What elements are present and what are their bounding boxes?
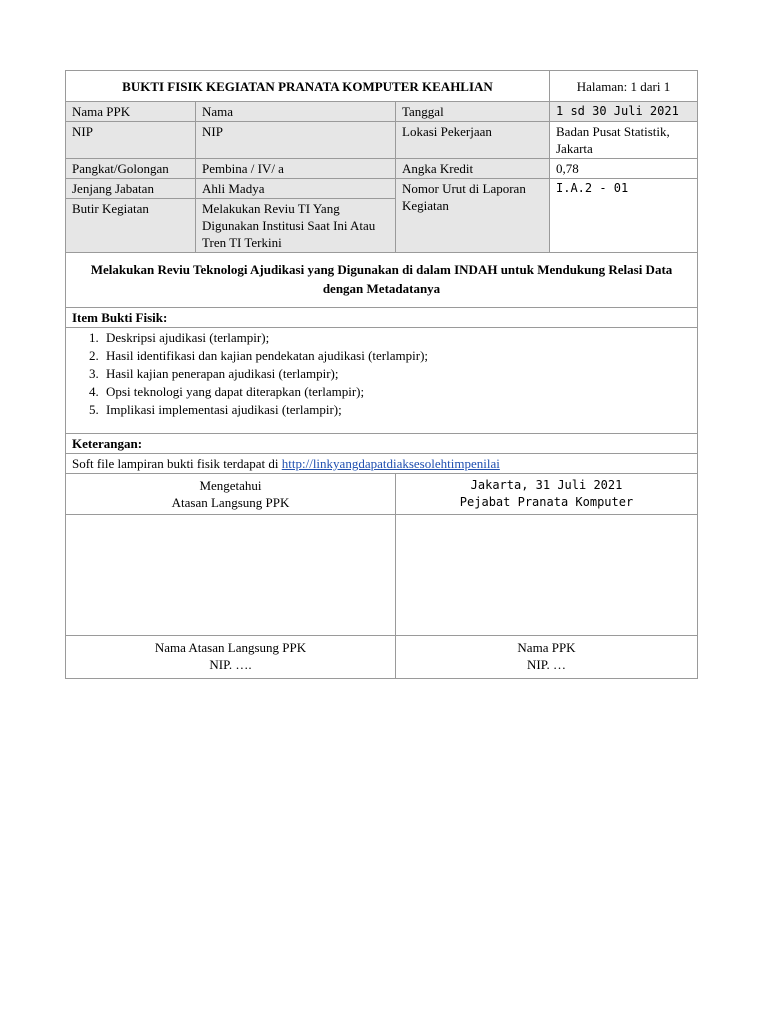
document-title: BUKTI FISIK KEGIATAN PRANATA KOMPUTER KEAHLIAN (66, 71, 550, 102)
angka-kredit-value: 0,78 (550, 159, 698, 179)
right-header-line2: Pejabat Pranata Komputer (459, 495, 634, 509)
nip-label: NIP (66, 122, 196, 159)
evidence-form (65, 70, 697, 679)
items-list-cell (66, 328, 698, 434)
right-signer-nip: NIP. … (526, 657, 566, 672)
activity-subject: Melakukan Reviu Teknologi Ajudikasi yang Digunakan di dalam INDAH untuk Mendukung Relasi Data dengan Metadatanya (66, 253, 698, 308)
items-heading: Item Bukti Fisik: (66, 308, 698, 328)
lokasi-value: Badan Pusat Statistik, Jakarta (550, 122, 698, 159)
list-item: 2. Hasil identifikasi dan kajian pendekatan ajudikasi (terlampir); (102, 347, 691, 365)
list-item: 4. Opsi teknologi yang dapat diterapkan (terlampir); (102, 383, 691, 401)
left-signature-header (66, 474, 396, 515)
nip-value: NIP (196, 122, 396, 159)
right-header-line1: Jakarta, 31 Juli 2021 (470, 478, 623, 492)
left-signature-space (66, 515, 396, 636)
list-item: 5. Implikasi implementasi ajudikasi (terlampir); (102, 401, 691, 419)
list-item: 1. Deskripsi ajudikasi (terlampir); (102, 329, 691, 347)
right-signature-space (396, 515, 698, 636)
nama-ppk-label: Nama PPK (66, 102, 196, 122)
keterangan-heading: Keterangan: (66, 434, 698, 454)
tanggal-label: Tanggal (396, 102, 550, 122)
butir-label: Butir Kegiatan (66, 199, 196, 253)
jenjang-value: Ahli Madya (196, 179, 396, 199)
right-signature-header (396, 474, 698, 515)
pangkat-value: Pembina / IV/ a (196, 159, 396, 179)
left-header-line2: Atasan Langsung PPK (171, 495, 290, 510)
left-header-line1: Mengetahui (199, 478, 262, 493)
left-signer-nip: NIP. …. (209, 657, 252, 672)
jenjang-label: Jenjang Jabatan (66, 179, 196, 199)
nomor-urut-label: Nomor Urut di Laporan Kegiatan (396, 179, 550, 253)
left-signature-footer (66, 636, 396, 679)
header-table (65, 70, 698, 474)
softfile-link[interactable]: http://linkyangdapatdiaksesolehtimpenilai (281, 456, 500, 471)
angka-kredit-label: Angka Kredit (396, 159, 550, 179)
list-item: 3. Hasil kajian penerapan ajudikasi (terlampir); (102, 365, 691, 383)
keterangan-row (66, 454, 698, 474)
left-signer-name: Nama Atasan Langsung PPK (154, 640, 307, 655)
butir-value: Melakukan Reviu TI Yang Digunakan Institusi Saat Ini Atau Tren TI Terkini (196, 199, 396, 253)
pangkat-label: Pangkat/Golongan (66, 159, 196, 179)
signature-table (65, 473, 698, 679)
page-indicator: Halaman: 1 dari 1 (550, 71, 698, 102)
tanggal-value: 1 sd 30 Juli 2021 (550, 102, 698, 122)
keterangan-text: Soft file lampiran bukti fisik terdapat di (72, 456, 282, 471)
evidence-items-list (72, 329, 691, 419)
nama-ppk-value: Nama (196, 102, 396, 122)
lokasi-label: Lokasi Pekerjaan (396, 122, 550, 159)
nomor-urut-value: I.A.2 - 01 (550, 179, 698, 253)
right-signer-name: Nama PPK (517, 640, 576, 655)
right-signature-footer (396, 636, 698, 679)
